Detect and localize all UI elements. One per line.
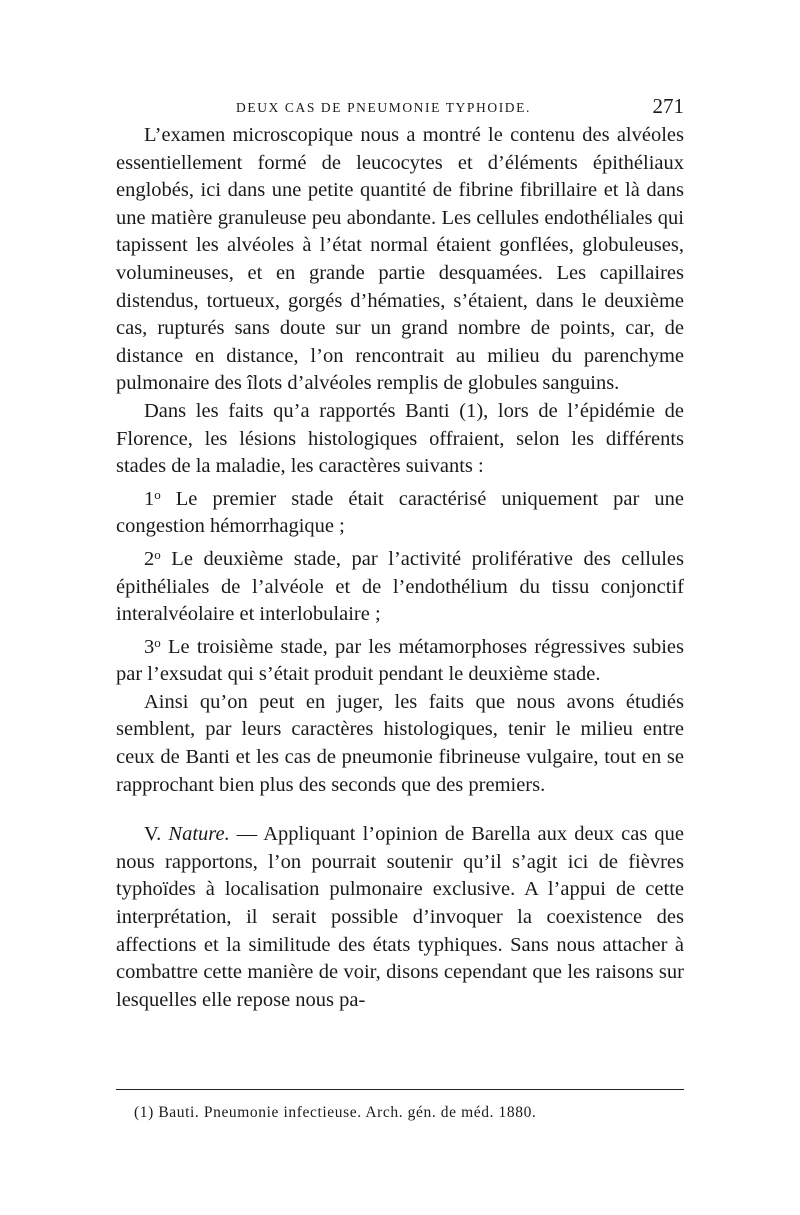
- footnote-rule: [116, 1089, 684, 1090]
- item-ordinal-mark: o: [154, 486, 161, 502]
- list-item-stage-1: [116, 481, 684, 541]
- item-ordinal-mark: o: [154, 634, 161, 650]
- footnote: (1) Bauti. Pneumonie infectieuse. Arch. gén. de méd. 1880.: [134, 1104, 537, 1121]
- section-number: V.: [144, 823, 162, 846]
- item-number: 3: [144, 635, 155, 658]
- page-number: 271: [652, 94, 684, 118]
- item-text: Le deuxième stade, par l’activité proliférative des cellules épithéliales de l’alvéole et de l’endothélium du tissu conjonctif interalvéolaire et interlobulaire ;: [116, 547, 684, 626]
- item-text: Le premier stade était caractérisé uniquement par une congestion hémorrhagique ;: [116, 487, 684, 538]
- paragraph-nature: [116, 821, 684, 1014]
- body-text: [116, 122, 684, 1014]
- item-text: Le troisième stade, par les métamorphoses régressives subies par l’exsudat qui s’était produit pendant le deuxième stade.: [116, 635, 684, 686]
- item-number: 2: [144, 547, 155, 570]
- section-dash: —: [229, 823, 264, 846]
- item-ordinal-mark: o: [154, 546, 161, 562]
- paragraph-comparison: Ainsi qu’on peut en juger, les faits que nous avons étudiés semblent, par leurs caractères histologiques, tenir le milieu entre ceux de Banti et les cas de pneumonie fibrineuse vulgaire, tout en se rapprochant bien plus des seconds que des premiers.: [116, 690, 684, 796]
- item-number: 1: [144, 487, 155, 510]
- page: [116, 92, 684, 1014]
- list-item-stage-3: [116, 629, 684, 689]
- paragraph-microscopy: L’examen microscopique nous a montré le contenu des alvéoles essentiellement formé de leucocytes et d’éléments épithéliaux englobés, ici dans une petite quantité de fibrine fibrillaire et là dans une matière granuleuse peu abondante. Les cellules endothéliales qui tapissent les alvéoles à l’état normal étaient gonflées, globuleuses, volumineuses, et en grande partie desquamées. Les capillaires distendus, tortueux, gorgés d’hématies, s’étaient, dans le deuxième cas, rupturés sans doute sur un grand nombre de points, car, de distance en distance, l’on rencontrait au milieu du parenchyme pulmonaire des îlots d’alvéoles remplis de globules sanguins.: [116, 124, 684, 395]
- paragraph-banti: Dans les faits qu’a rapportés Banti (1), lors de l’épidémie de Florence, les lésions histologiques offraient, selon les différents stades de la maladie, les caractères suivants :: [116, 399, 684, 478]
- section-text: Appliquant l’opinion de Barella aux deux cas que nous rapportons, l’on pourrait soutenir qu’il s’agit ici de fièvres typhoïdes à localisation pulmonaire exclusive. A l’appui de cette interprétation, il serait possible d’invoquer la coexistence des affections et la similitude des états typhiques. Sans nous attacher à combattre cette manière de voir, disons cependant que les raisons sur lesquelles elle repose nous pa-: [116, 823, 685, 1011]
- running-title: DEUX CAS DE PNEUMONIE TYPHOIDE.: [236, 100, 531, 115]
- section-heading: Nature.: [168, 823, 230, 846]
- list-item-stage-2: [116, 541, 684, 629]
- running-head: [116, 92, 684, 122]
